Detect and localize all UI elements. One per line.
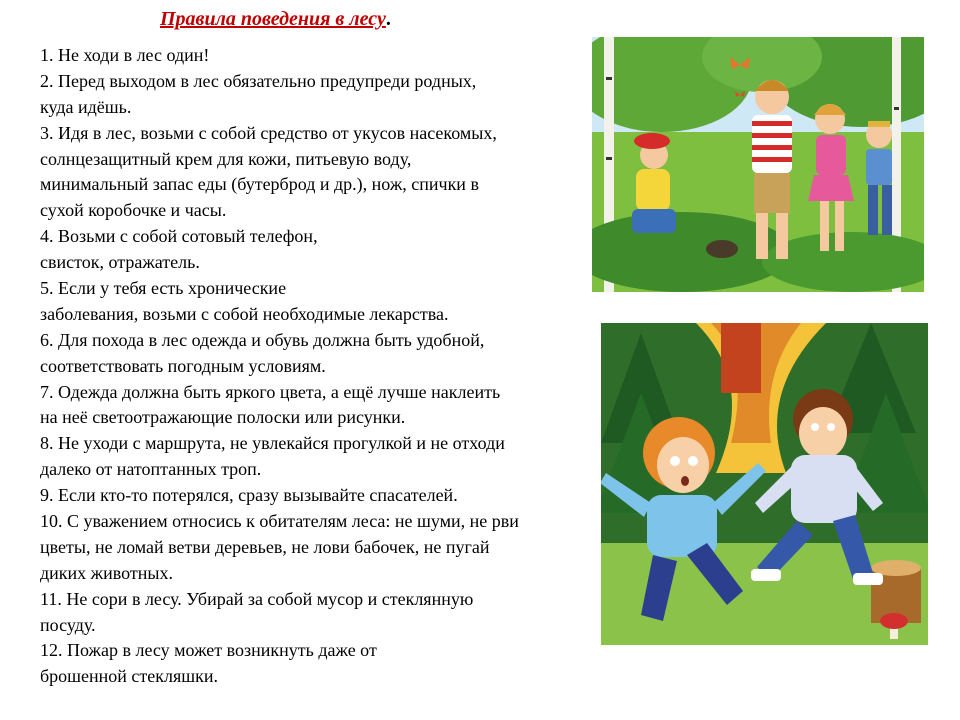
rules-line: цветы, не ломай ветви деревьев, не лови бабочек, не пугай: [40, 536, 490, 557]
rules-line: 7. Одежда должна быть яркого цвета, а ещё лучше наклеить: [40, 381, 501, 402]
rules-line: брошенной стекляшки.: [40, 666, 218, 687]
rules-line: 10. С уважением относись к обитателям леса: не шуми, не рви: [40, 511, 519, 532]
children-in-forest-illustration: [592, 37, 924, 292]
slide-title-punct: .: [385, 8, 391, 30]
rules-line: сухой коробочке и часы.: [40, 200, 227, 221]
rules-line: 2. Перед выходом в лес обязательно предупреди родных,: [40, 70, 477, 91]
rules-line: диких животных.: [40, 562, 173, 583]
rules-line: соответствовать погодным условиям.: [40, 355, 326, 376]
slide-title: [160, 8, 391, 31]
rules-list: [40, 43, 600, 693]
rules-line: 12. Пожар в лесу может возникнуть даже от: [40, 640, 377, 661]
rules-line: куда идёшь.: [40, 96, 132, 117]
rules-line: 9. Если кто-то потерялся, сразу вызывайте спасателей.: [40, 485, 458, 506]
rules-line: свисток, отражатель.: [40, 252, 200, 273]
rules-line: 11. Не сори в лесу. Убирай за собой мусор и стеклянную: [40, 588, 474, 609]
boys-running-drawing: [601, 323, 928, 645]
rules-line: далеко от натоптанных троп.: [40, 459, 262, 480]
boys-running-illustration: [601, 323, 928, 645]
rules-line: 4. Возьми с собой сотовый телефон,: [40, 226, 318, 247]
rules-line: 3. Идя в лес, возьми с собой средство от укусов насекомых,: [40, 122, 497, 143]
slide-title-text: Правила поведения в лесу: [160, 8, 386, 30]
rules-line: 1. Не ходи в лес один!: [40, 45, 210, 65]
rules-line: посуду.: [40, 614, 96, 635]
rules-line: 5. Если у тебя есть хронические: [40, 278, 287, 299]
children-in-forest-drawing: [592, 37, 924, 292]
rules-line: солнцезащитный крем для кожи, питьевую воду,: [40, 148, 412, 169]
rules-line: 6. Для похода в лес одежда и обувь должна быть удобной,: [40, 329, 485, 350]
rules-line: на неё светоотражающие полоски или рисунки.: [40, 407, 406, 428]
rules-line: 8. Не уходи с маршрута, не увлекайся прогулкой и не отходи: [40, 433, 505, 454]
rules-line: заболевания, возьми с собой необходимые лекарства.: [40, 303, 449, 324]
rules-line: минимальный запас еды (бутерброд и др.), нож, спички в: [40, 174, 479, 195]
